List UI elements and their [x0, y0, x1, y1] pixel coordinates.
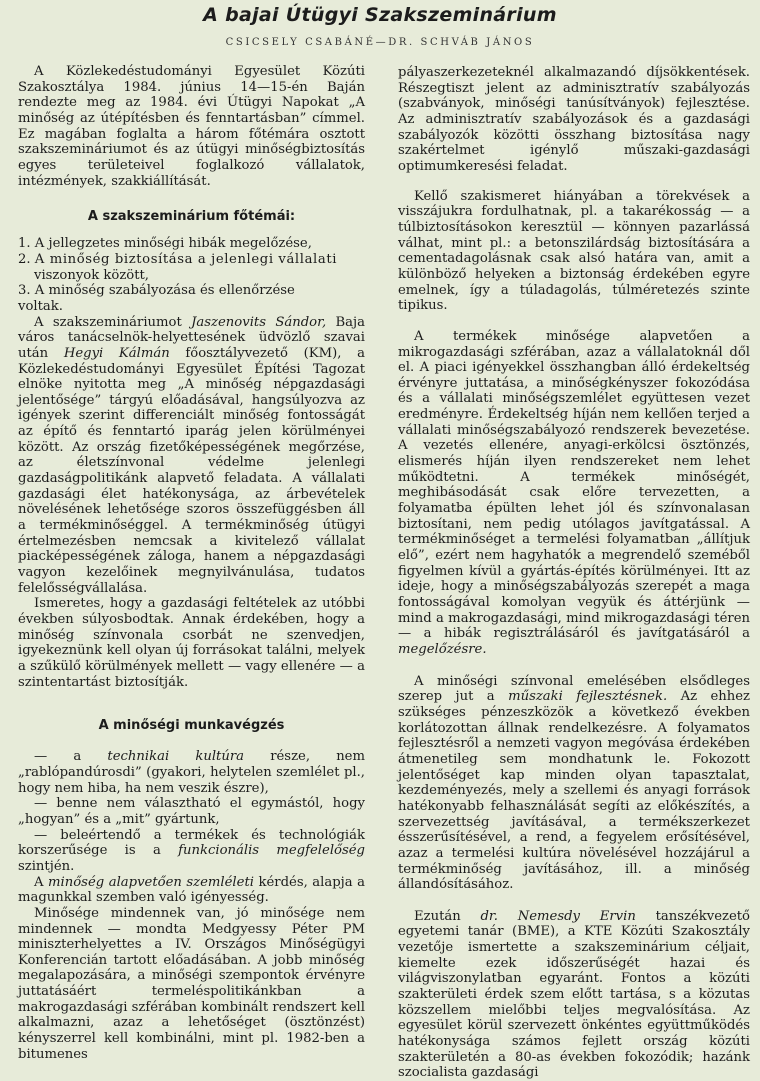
quality-work-heading: A minőségi munkavégzés [98, 718, 285, 734]
topic-item: 1. A jellegzetes minőségi hibák megelőzése, [18, 236, 312, 252]
continued-paragraph: pályaszerkezeteknél alkalmazandó díjsökkentések. Részegtiszt jelent az adminisztratív szabályozás (szabványok, minőségi tanúsítványok) fejlesztése. Az adminisztratív szabályozások és a gazdasági szabályozók közötti összhang biztosítása nagy szakértelmet igénylő műszaki-gazdasági optimumkeresési feladat. [398, 65, 750, 174]
topic-item: 2. A minőség biztosítása a jelenlegi vállalati viszonyok között, [18, 251, 338, 283]
conditions-paragraph: Ismeretes, hogy a gazdasági feltételek az utóbbi években súlyosbodtak. Annak érdekében, hogy a minőség színvonala csorbát ne szenvedjen, igyekeznünk kell olyan új forrásokat találni, melyek a szűkülő körülmények mellett — vagy ellenére — a szintentartást biztosítják. [18, 596, 365, 690]
article-authors: CSICSELY CSABÁNÉ—DR. SCHVÁB JÁNOS [225, 37, 535, 48]
main-topics-heading: A szakszeminárium főtémái: [87, 209, 296, 225]
topics-list [18, 236, 365, 314]
development-paragraph: A minőségi színvonal emelésében elsődleges szerep jut a műszaki fejlesztésnek. Az ehhez szükséges pénzeszközök a következő években korlátozottan állnak rendelkezésre. A folyamatos fejlesztésről a nemzeti vagyon megóvása érdekében átmenetileg sem mondhatunk le. Fokozott jelentőséget kap minden olyan tapasztalat, kezdeményezés, mely a szellemi és anyagi források hatékonyabb felhasználását segíti az előkészítés, a szervezettség javításával, a termékszerkezet ésszerűsítésével, a rend, a fegyelem erősítésével, azaz a termelési kultúra növelésével hozzájárul a termékminőség javításához, ill. a minőség állandósításához. [398, 673, 751, 893]
topic-item: 3. A minőség szabályozása és ellenőrzése voltak. [18, 283, 295, 314]
opening-paragraph: A szakszemináriumot Jaszenovits Sándor, Baja város tanácselnök-helyettesének üdvözlő szavai után Hegyi Kálmán főosztályvezető (KM), a Közlekedéstudományi Egyesület Építési Tagozat elnöke nyitotta meg „A minőség népgazdasági jelentősége” tárgyú előadásával, hangsúlyozva az igények szerint differenciált minőség fontosságát az építő és fenntartó iparág jelen körülményei között. Az ország fizetőképességének megőrzése, az életszínvonal védelme jelenlegi gazdaságpolitikánk alapvető feladata. A vállalati gazdasági élet hatékonysága, az árbevételek növelésének lehetősége szoros összefüggésben áll a termékminőséggel. A termékminőség útügyi értelmezésben nemcsak a kivitelező vállalat piacképességének záloga, hanem a népgazdasági vagyon kezelőinek megnyilvánulása, tudatos felelősségvállalása. [18, 314, 365, 596]
quality-bullet: — a technikai kultúra része, nem „rablópandúrosdi” (gyakori, helytelen szemlélet pl., hogy nem hiba, ha nem veszik észre), [18, 749, 365, 796]
left-column [18, 64, 365, 1061]
expertise-paragraph: Kellő szakismeret hiányában a törekvések a visszájukra fordulhatnak, pl. a takarékosság — a túlbiztosításokon keresztül — könnyen pazarlássá válhat, mint pl.: a betonszilárdság biztosítására a cementadagolásnak csak alsó határa van, amit a különböző helyeken a biztonság érdekében egyre emelnek, így a túladagolás, túlméretezés szinte tipikus. [398, 188, 750, 314]
medgyessy-paragraph: Minősége mindennek van, jó minősége nem mindennek — mondta Medgyessy Péter PM miniszterhelyettes a IV. Országos Minőségügyi Konferencián tartott előadásában. A jobb minőség megalapozására, a minőségi szempontok érvényre juttatásáért termeléspolitikánkban a makrogazdasági szférában kombinált rendszert kell alkalmazni, azaz a lehetőséget (ösztönzést) kényszerrel kell kombinálni, mint pl. 1982-ben a bitumenes [18, 905, 365, 1062]
quality-attitude-paragraph: A minőség alapvetően szemléleti kérdés, alapja a magunkkal szemben való igényesség. [18, 874, 365, 906]
nemesdy-paragraph: Ezután dr. Nemesdy Ervin tanszékvezető egyetemi tanár (BME), a KTE Közúti Szakosztály vezetője ismertette a szakszeminárium céljait, kiemelte ezek időszerűségét hazai és világviszonylatban egyaránt. Fontos a közúti szakterületi érdek szem előtt tartása, s a közutas közszellem mielőbbi teljes megvalósítása. Az egyesület körül szervezett önkéntes együttműködés hatékonysága számos fejlett ország közúti szakterületén a 80-as években fokozódik; hazánk szocialista gazdasági [398, 908, 750, 1081]
right-column [398, 65, 751, 1081]
article-title: A bajai Útügyi Szakszeminárium [203, 4, 557, 26]
enterprise-paragraph: A termékek minősége alapvetően a mikrogazdasági szférában, azaz a vállalatoknál dől el. A piaci igényekkel összhangban álló érdekeltség érvényre juttatása, a minőségkényszer fokozódása és a vállalati minőségszemlélet együttesen vezet eredményre. Érdekeltség híján nem kellően terjed a vállalati minőségszabályozó rendszerek bevezetése. A vezetés ellenére, anyagi-erkölcsi ösztönzés, elismerés híján ilyen rendszereket nem lehet működtetni. A termékek minőségét, meghibásodását csak előre tervezetten, a folyamatba épülten lehet jól és színvonalasan biztosítani, nem pedig utólagos javítgatással. A termékminőséget a termelési folyamatban „állítjuk elő”, ezért nem hagyhatók a megrendelő szeméből figyelmen kívül a gyártás-építés körülményei. Itt az ideje, hogy a minőségszabályozás szerepét a maga fontosságával komolyan vegyük és áttérjünk — mind a makrogazdasági, mind mikrogazdasági téren — a hibák regisztrálásáról és javítgatásáról a megelőzésre. [398, 328, 750, 657]
intro-paragraph: A Közlekedéstudományi Egyesület Közúti Szakosztálya 1984. június 14—15-én Baján rendezte meg az 1984. évi Útügyi Napokat „A minőség az útépítésben és fenntartásban” címmel. Ez magában foglalta a három főtémára osztott szakszemináriumot és az útügyi minőségbiztosítás egyes területeivel foglalkozó vállalatok, intézmények, szakkiállítását. [18, 64, 365, 189]
quality-bullet: — benne nem választható el egymástól, hogy „hogyan” és a „mit” gyártunk, [18, 796, 365, 827]
quality-bullet: — beleértendő a termékek és technológiák korszerűsége is a funkcionális megfelelőség szintjén. [18, 827, 365, 874]
